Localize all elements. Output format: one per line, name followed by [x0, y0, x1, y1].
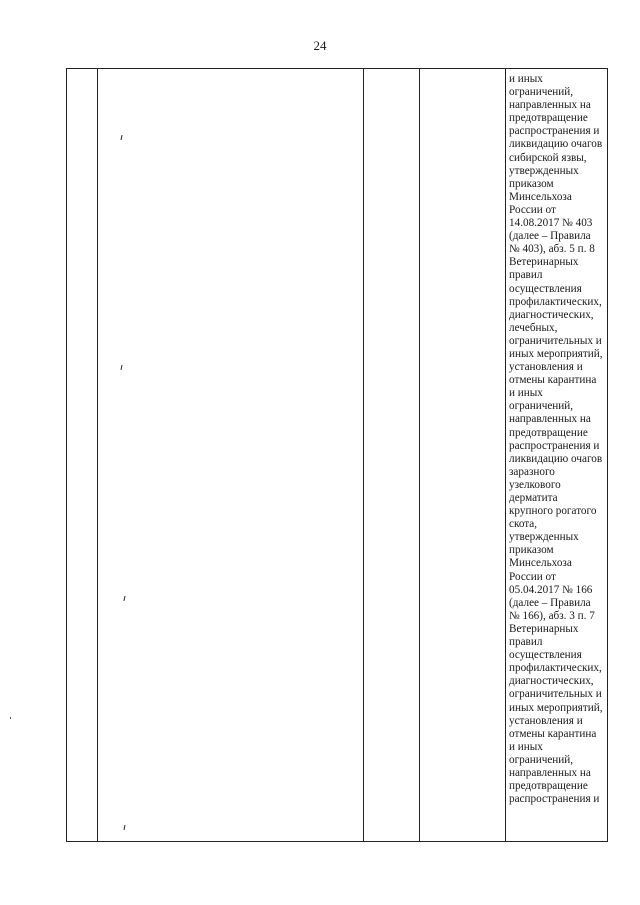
reference-text-line: направленных на [509, 413, 591, 426]
reference-text-line: 05.04.2017 № 166 [509, 583, 593, 596]
reference-text-line: Минсельхоза [509, 557, 572, 570]
reference-text-line: Ветеринарных [509, 622, 579, 635]
reference-text-line: заразного [509, 465, 555, 478]
reference-text-line: приказом [509, 544, 554, 557]
reference-text-line: ограничительных и [509, 688, 602, 701]
reference-text-line: ограничений, [509, 86, 574, 99]
reference-text-line: № 403), абз. 5 п. 8 [509, 243, 595, 256]
reference-text-line: 14.08.2017 № 403 [509, 217, 593, 230]
regulation-table [66, 68, 608, 842]
legal-reference-cell [509, 73, 609, 806]
column-divider [505, 69, 506, 841]
scan-speck [10, 717, 11, 719]
reference-text-line: и иных [509, 387, 543, 400]
reference-text-line: и иных [509, 73, 543, 85]
reference-text-line: сибирской язвы, [509, 151, 587, 164]
reference-text-line: приказом [509, 177, 554, 190]
reference-text-line: осуществления [509, 649, 582, 662]
reference-text-line: (далее – Правила [509, 596, 591, 609]
reference-text-line: направленных на [509, 766, 591, 779]
reference-text-line: предотвращение [509, 780, 588, 793]
reference-text-line: (далее – Правила [509, 230, 591, 243]
column-divider [419, 69, 420, 841]
reference-text-line: дерматита [509, 492, 558, 504]
reference-text-line: правил [509, 269, 543, 282]
reference-text-line: Минсельхоза [509, 190, 572, 203]
reference-text-line: отмены карантина [509, 727, 597, 740]
reference-text-line: установления и [509, 361, 583, 374]
reference-text-line: иных мероприятий, [509, 347, 603, 360]
column-divider [97, 69, 98, 841]
reference-text-line: утвержденных [509, 531, 579, 544]
reference-text-line: иных мероприятий, [509, 701, 603, 714]
reference-text-line: ограничительных и [509, 334, 602, 347]
reference-text-line: распространения и [509, 125, 600, 138]
reference-text-line: распространения и [509, 793, 600, 806]
reference-text-line: направленных на [509, 99, 591, 112]
reference-text-line: профилактических, [509, 662, 602, 675]
column-divider [363, 69, 364, 841]
reference-text-line: ограничений, [509, 400, 574, 413]
reference-text-line: узелкового [509, 478, 561, 491]
reference-text-line: диагностических, [509, 675, 594, 688]
reference-text-line: скота, [509, 518, 538, 531]
reference-text-line: крупного рогатого [509, 505, 597, 518]
reference-text-line: установления и [509, 714, 583, 727]
reference-text-line: и иных [509, 740, 543, 753]
reference-text-line: диагностических, [509, 308, 594, 321]
reference-text-line: утвержденных [509, 164, 579, 177]
reference-text-line: профилактических, [509, 295, 602, 308]
reference-text-line: России от [509, 570, 556, 583]
reference-text-line: Ветеринарных [509, 256, 579, 269]
reference-text-line: ликвидацию очагов [509, 452, 603, 465]
reference-text-line: отмены карантина [509, 374, 597, 387]
reference-text-line: России от [509, 203, 556, 216]
page-number: 24 [313, 38, 327, 53]
reference-text-line: осуществления [509, 282, 582, 295]
reference-text-line: правил [509, 636, 543, 649]
reference-text-line: предотвращение [509, 426, 588, 439]
reference-text-line: ограничений, [509, 753, 574, 766]
reference-text-line: ликвидацию очагов [509, 138, 603, 151]
reference-text-line: предотвращение [509, 112, 588, 125]
reference-text-line: распространения и [509, 439, 600, 452]
reference-text-line: лечебных, [509, 321, 558, 334]
reference-text-line: № 166), абз. 3 п. 7 [509, 609, 595, 622]
